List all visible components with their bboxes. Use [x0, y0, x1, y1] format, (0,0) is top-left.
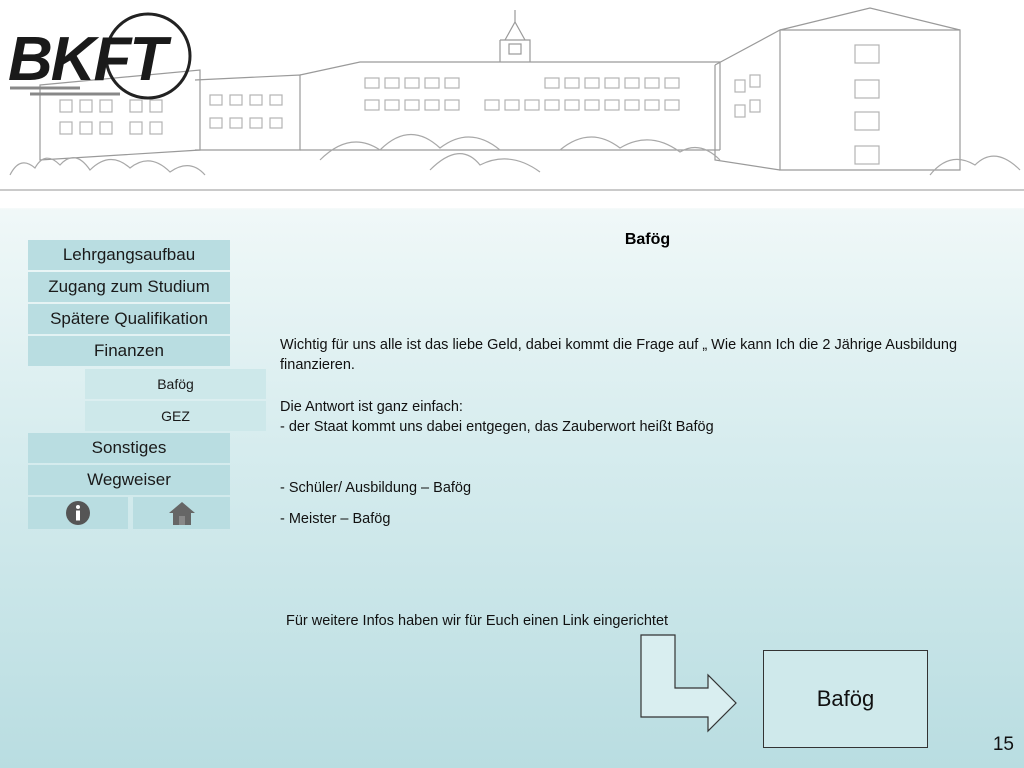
home-icon	[168, 500, 196, 526]
bafoeg-link-button[interactable]: Bafög	[763, 650, 928, 748]
header-banner	[0, 0, 1024, 208]
info-icon	[65, 500, 91, 526]
answer-heading: Die Antwort ist ganz einfach:	[280, 399, 463, 415]
nav-item-wegweiser[interactable]: Wegweiser	[28, 465, 230, 495]
nav-item-lehrgangsaufbau[interactable]: Lehrgangsaufbau	[28, 240, 230, 270]
answer-line: - der Staat kommt uns dabei entgegen, das Zauberwort heißt Bafög	[280, 419, 714, 435]
arrow-right-icon	[638, 633, 743, 733]
home-button[interactable]	[133, 497, 230, 529]
info-button[interactable]	[28, 497, 128, 529]
bullet-meister: - Meister – Bafög	[280, 511, 391, 527]
more-info-text: Für weitere Infos haben wir für Euch einen Link eingerichtet	[286, 613, 669, 629]
nav-item-finanzen[interactable]: Finanzen	[28, 336, 230, 366]
building-sketch-image	[0, 0, 1024, 208]
nav-item-sonstiges[interactable]: Sonstiges	[28, 433, 230, 463]
page-number: 15	[992, 734, 1014, 755]
intro-paragraph: Wichtig für uns alle ist das liebe Geld, dabei kommt die Frage auf „ Wie kann Ich die 2 Jährige Ausbildung finanzieren.	[280, 337, 958, 373]
nav-item-zugang-zum-studium[interactable]: Zugang zum Studium	[28, 272, 230, 302]
svg-text:BKFT: BKFT	[8, 25, 166, 94]
subnav-item-gez[interactable]: GEZ	[85, 401, 266, 431]
bullet-schueler: - Schüler/ Ausbildung – Bafög	[280, 480, 472, 496]
nav-item-spaetere-qualifikation[interactable]: Spätere Qualifikation	[28, 304, 230, 334]
subnav-item-bafoeg[interactable]: Bafög	[85, 369, 266, 399]
bkft-logo	[8, 14, 190, 98]
page-title: Bafög	[624, 231, 671, 248]
